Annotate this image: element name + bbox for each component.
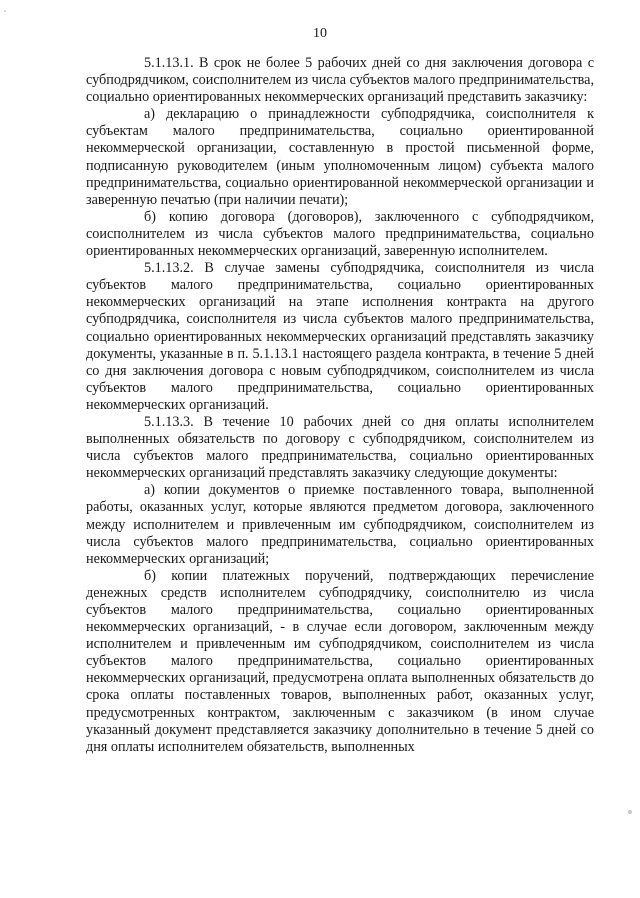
clause-5-1-13-2: 5.1.13.2. В случае замены субподрядчика, соисполнителя из числа субъектов малого предпринимательства, социально ориентированных некоммерческих организаций на этапе исполнения контракта на другого субподрядчика, соисполнителя из числа субъектов малого предпринимательства, социально ориентированных некоммерческих организаций представлять заказчику документы, указанные в п. 5.1.13.1 настоящего раздела контракта, в течение 5 дней со дня заключения договора с новым субподрядчиком, соисполнителем из числа субъектов малого предпринимательства, социально ориентированных некоммерческих организаций. <box>86 260 594 413</box>
clause-5-1-13-3-b: б) копии платежных поручений, подтверждающих перечисление денежных средств исполнителем субподрядчику, соисполнителю из числа субъектов малого предпринимательства, социально ориентированных некоммерческих организаций, - в случае если договором, заключенным между исполнителем и привлеченным им субподрядчиком, соисполнителем из числа субъектов малого предпринимательства, социально ориентированных некоммерческих организаций, предусмотрена оплата выполненных обязательств до срока оплаты поставленных товаров, выполненных работ, оказанных услуг, предусмотренных контрактом, заключенным с заказчиком (в ином случае указанный документ представляется заказчику дополнительно в течение 5 дней со дня оплаты исполнителем обязательств, выполненных <box>86 567 594 755</box>
scan-speck <box>628 810 632 814</box>
page-number: 10 <box>313 26 327 41</box>
clause-5-1-13-1-b: б) копию договора (договоров), заключенного с субподрядчиком, соисполнителем из числа субъектов малого предпринимательства, социально ориентированных некоммерческих организаций, заверенную исполнителем. <box>86 208 594 260</box>
clause-5-1-13-1-a: а) декларацию о принадлежности субподрядчика, соисполнителя к субъектам малого предпринимательства, социально ориентированной некоммерческой организации, составленную в простой письменной форме, подписанную руководителем (иным уполномоченным лицом) субъекта малого предпринимательства, социально ориентированной некоммерческой организации и заверенную печатью (при наличии печати); <box>86 106 594 208</box>
scan-speck-edge <box>4 10 6 12</box>
clause-5-1-13-3: 5.1.13.3. В течение 10 рабочих дней со дня оплаты исполнителем выполненных обязательств по договору с субподрядчиком, соисполнителем из числа субъектов малого предпринимательства, социально ориентированных некоммерческих организаций представлять заказчику следующие документы: <box>86 413 594 482</box>
document-body <box>86 55 594 756</box>
clause-5-1-13-3-a: а) копии документов о приемке поставленного товара, выполненной работы, оказанных услуг, которые являются предметом договора, заключенного между исполнителем и привлеченным им субподрядчиком, соисполнителем из числа субъектов малого предпринимательства, социально ориентированных некоммерческих организаций; <box>86 482 594 567</box>
clause-5-1-13-1: 5.1.13.1. В срок не более 5 рабочих дней со дня заключения договора с субподрядчиком, соисполнителем из числа субъектов малого предпринимательства, социально ориентированных некоммерческих организаций представить заказчику: <box>86 55 594 106</box>
